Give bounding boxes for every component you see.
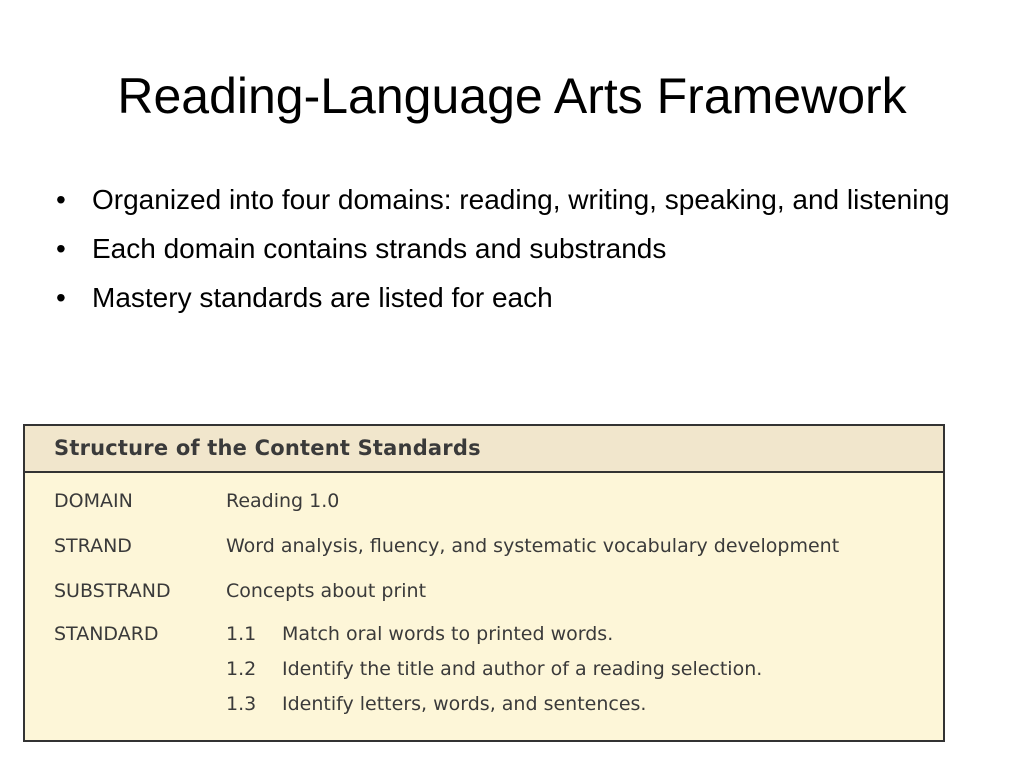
row-label: STRAND xyxy=(54,535,132,557)
standard-number: 1.3 xyxy=(226,693,257,715)
row-value: Concepts about print xyxy=(226,580,427,602)
standard-item xyxy=(226,623,613,645)
standard-item xyxy=(226,693,646,715)
standard-text: Identify the title and author of a reading selection. xyxy=(282,658,763,680)
row-value: Word analysis, fluency, and systematic vocabulary development xyxy=(226,535,840,557)
standard-text: Match oral words to printed words. xyxy=(282,623,614,645)
content-standards-figure xyxy=(23,424,945,742)
row-label: SUBSTRAND xyxy=(54,580,171,602)
standard-number: 1.1 xyxy=(226,623,257,645)
bullet-marker: • xyxy=(56,233,66,264)
standard-item xyxy=(226,658,762,680)
slide-title: Reading-Language Arts Framework xyxy=(117,68,907,124)
standard-text: Identify letters, words, and sentences. xyxy=(282,693,647,715)
bullet-text: Each domain contains strands and substrands xyxy=(92,233,667,264)
bullet-marker: • xyxy=(56,184,66,215)
bullet-list xyxy=(52,180,972,327)
bullet-item xyxy=(52,180,972,220)
bullet-item xyxy=(52,278,972,318)
standard-number: 1.2 xyxy=(226,658,257,680)
row-value: Reading 1.0 xyxy=(226,490,340,512)
row-label: DOMAIN xyxy=(54,490,133,512)
bullet-item xyxy=(52,229,972,269)
bullet-text: Organized into four domains: reading, writing, speaking, and listening xyxy=(92,184,950,215)
figure-header: Structure of the Content Standards xyxy=(25,426,943,473)
bullet-marker: • xyxy=(56,282,66,313)
bullet-text: Mastery standards are listed for each xyxy=(92,282,553,313)
row-label: STANDARD xyxy=(54,623,159,645)
